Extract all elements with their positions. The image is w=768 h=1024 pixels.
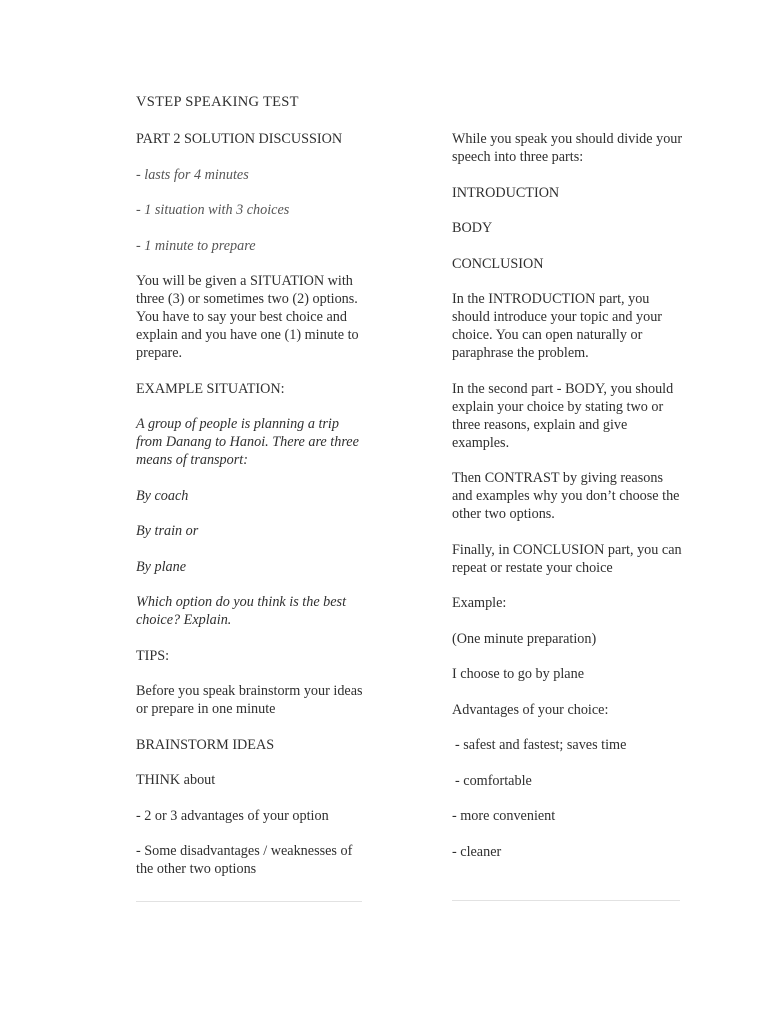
example-situation-text: A group of people is planning a trip from Danang to Hanoi. There are three means of transport: [136, 416, 359, 468]
section-heading: BODY [452, 220, 493, 236]
option-item: By coach [136, 487, 189, 504]
list-item: - Some disadvantages / weaknesses of the other two options [136, 843, 353, 877]
option-item: By plane [136, 558, 187, 575]
list-item: - more convenient [452, 808, 556, 824]
paragraph: Advantages of your choice: [452, 701, 609, 718]
section-heading: PART 2 SOLUTION DISCUSSION [136, 131, 343, 147]
paragraph: THINK about [136, 772, 216, 788]
section-heading: EXAMPLE SITUATION: [136, 380, 285, 397]
left-column [136, 130, 366, 896]
list-item: - lasts for 4 minutes [136, 166, 249, 183]
divider [452, 900, 680, 901]
paragraph: In the second part - BODY, you should explain your choice by stating two or three reasons, explain and give examples. [452, 380, 674, 451]
list-item: - safest and fastest; saves time [455, 737, 627, 753]
list-item: - 1 situation with 3 choices [136, 202, 290, 218]
paragraph: Example: [452, 595, 507, 611]
right-column [452, 130, 684, 878]
paragraph: (One minute preparation) [452, 630, 597, 647]
list-item: - 1 minute to prepare [136, 237, 256, 254]
list-item: - cleaner [452, 843, 502, 860]
list-item: - comfortable [455, 772, 532, 789]
paragraph: I choose to go by plane [452, 666, 584, 682]
list-item: - 2 or 3 advantages of your option [136, 807, 329, 824]
question-text: Which option do you think is the best choice? Explain. [136, 594, 347, 628]
paragraph: Then CONTRAST by giving reasons and examples why you don’t choose the other two options. [452, 470, 680, 522]
paragraph: In the INTRODUCTION part, you should introduce your topic and your choice. You can open naturally or paraphrase the problem. [452, 291, 663, 361]
section-heading: TIPS: [136, 647, 170, 664]
paragraph: Finally, in CONCLUSION part, you can repeat or restate your choice [452, 541, 682, 576]
section-heading: CONCLUSION [452, 255, 544, 272]
option-item: By train or [136, 523, 199, 539]
section-heading: BRAINSTORM IDEAS [136, 736, 275, 753]
divider [136, 901, 362, 902]
section-heading: INTRODUCTION [452, 184, 560, 201]
paragraph: Before you speak brainstorm your ideas or prepare in one minute [136, 683, 363, 717]
paragraph: While you speak you should divide your speech into three parts: [452, 131, 683, 165]
paragraph: You will be given a SITUATION with three (3) or sometimes two (2) options. You have to say your best choice and explain and you have one (1) minute to prepare. [136, 273, 359, 361]
document-title: VSTEP SPEAKING TEST [136, 94, 299, 110]
